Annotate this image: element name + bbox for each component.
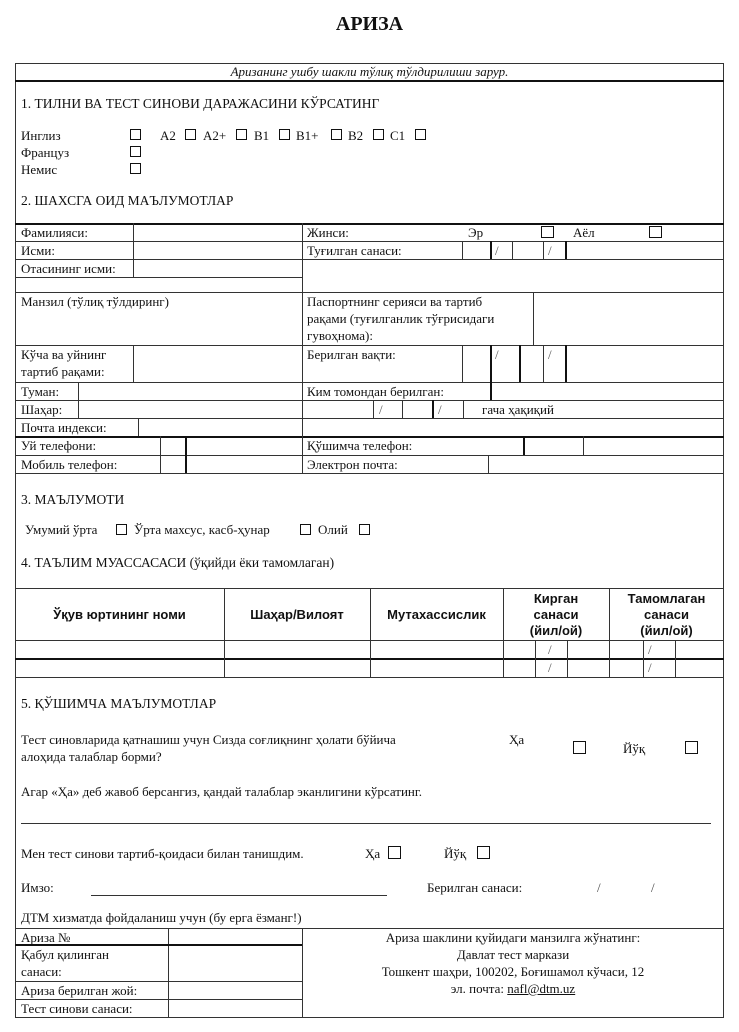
health-yes-label: Ҳа [509, 732, 525, 747]
rules-ack-label: Мен тест синови тартиб-қоидаси билан танишдим. [21, 846, 304, 861]
street-label-1: Кўча ва уйнинг [21, 347, 107, 362]
female-checkbox[interactable] [649, 226, 662, 238]
rules-yes-label: Ҳа [365, 846, 381, 861]
street-input[interactable] [134, 346, 301, 381]
female-label: Аёл [573, 225, 595, 240]
send-to-label: Ариза шаклини қуйидаги манзилга жўнатинг: [385, 930, 641, 945]
patronymic-input[interactable] [134, 260, 301, 276]
email-label: Электрон почта: [307, 457, 398, 472]
issued-by-label: Ким томондан берилган: [307, 384, 444, 399]
level-a2-label: A2 [160, 128, 176, 143]
date-separator: / [548, 660, 552, 675]
date-separator: / [651, 880, 655, 895]
col-graduated-1: Тамомлаган [627, 591, 706, 606]
health-question-2: алоҳида талаблар борми? [21, 749, 162, 764]
email-prefix: эл. почта: [450, 981, 508, 996]
org-address: Тошкент шаҳри, 100202, Боғишамол кўчаси, 12 [381, 964, 645, 979]
level-b2-label: B2 [348, 128, 364, 143]
col-line [432, 400, 434, 418]
notice: Аризанинг ушбу шакли тўлиқ тўлдирилиши зарур. [230, 64, 509, 79]
district-label: Туман: [21, 384, 60, 399]
col-line [519, 345, 521, 382]
test-date-label: Тест синови санаси: [21, 1001, 133, 1016]
section5-heading: 5. ҚЎШИМЧА МАЪЛУМОТЛАР [21, 696, 217, 711]
education-vocational-label: Ўрта махсус, касб-ҳунар [134, 522, 270, 537]
level-b1plus-checkbox[interactable] [331, 129, 342, 140]
gender-label: Жинси: [307, 225, 349, 240]
birth-date-input[interactable] [463, 242, 563, 258]
district-input[interactable] [79, 383, 301, 399]
level-a2-checkbox[interactable] [185, 129, 196, 140]
col-graduated-3: (йил/ой) [640, 623, 693, 638]
postal-code-input[interactable] [139, 419, 301, 435]
date-separator: / [379, 402, 383, 417]
col-line [565, 241, 567, 259]
section1-heading: 1. ТИЛНИ ВА ТЕСТ СИНОВИ ДАРАЖАСИНИ КЎРСАТИНГ [21, 96, 380, 111]
passport-label-2: рақами (туғилганлик тўғрисидаги [307, 311, 495, 326]
extra-phone-input[interactable] [584, 438, 723, 454]
page-title: АРИЗА [335, 13, 404, 35]
row-line [15, 345, 724, 346]
divider [15, 80, 724, 82]
french-checkbox[interactable] [130, 146, 141, 157]
passport-label-3: гувоҳнома): [307, 328, 373, 343]
row-line [15, 241, 724, 242]
level-c1-label: C1 [390, 128, 406, 143]
valid-until-label: гача ҳақиқий [482, 402, 554, 417]
rules-yes-checkbox[interactable] [388, 846, 401, 859]
app-no-label: Ариза № [21, 930, 71, 945]
signature-line[interactable] [91, 895, 387, 896]
education-row-1[interactable] [16, 641, 723, 657]
city-label: Шаҳар: [21, 402, 63, 417]
row-line [15, 259, 724, 260]
surname-label: Фамилияси: [21, 225, 88, 240]
date-separator: / [548, 243, 552, 258]
mobile-phone-label: Мобиль телефон: [21, 457, 118, 472]
level-b2-checkbox[interactable] [373, 129, 384, 140]
home-phone-input[interactable] [186, 438, 301, 454]
education-general-checkbox[interactable] [116, 524, 127, 535]
if-yes-prompt: Агар «Ҳа» деб жавоб берсангиз, қандай талаблар эканлигини кўрсатинг. [21, 784, 422, 799]
english-checkbox[interactable] [130, 129, 141, 140]
row-line [15, 928, 724, 929]
name-input[interactable] [134, 242, 301, 258]
level-c1-checkbox[interactable] [415, 129, 426, 140]
level-b1plus-label: B1+ [296, 128, 319, 143]
row-line [15, 473, 724, 474]
col-entered-1: Кирган [533, 591, 579, 606]
col-graduated-2: санаси [644, 607, 689, 622]
city-input[interactable] [79, 401, 301, 417]
health-question-1: Тест синовларида қатнашиш учун Сизда соғлиқнинг ҳолати бўйича [21, 732, 396, 747]
date-separator: / [597, 880, 601, 895]
col-city-region: Шаҳар/Вилоят [250, 607, 344, 622]
date-separator: / [548, 347, 552, 362]
date-separator: / [495, 243, 499, 258]
lang-german: Немис [21, 162, 58, 177]
rules-no-label: Йўқ [444, 846, 467, 861]
org-name: Давлат тест маркази [456, 947, 570, 962]
row-line [15, 981, 302, 982]
section4-heading: 4. ТАЪЛИМ МУАССАСАСИ (ўқийди ёки тамомлаган) [21, 555, 335, 570]
extra-phone-label: Қўшимча телефон: [307, 438, 413, 453]
education-higher-checkbox[interactable] [359, 524, 370, 535]
col-line [565, 345, 567, 382]
email-link[interactable]: nafl@dtm.uz [507, 981, 576, 996]
german-checkbox[interactable] [130, 163, 141, 174]
col-line [168, 928, 169, 1018]
col-line [523, 436, 525, 455]
name-label: Исми: [21, 243, 55, 258]
org-email-line [302, 981, 724, 996]
education-vocational-checkbox[interactable] [300, 524, 311, 535]
health-no-checkbox[interactable] [685, 741, 698, 754]
mobile-phone-input[interactable] [186, 456, 301, 472]
row-line [15, 418, 724, 419]
street-label-2: тартиб рақами: [21, 364, 105, 379]
education-general-label: Умумий ўрта [25, 522, 98, 537]
male-label: Эр [468, 225, 484, 240]
requirements-line[interactable] [21, 823, 711, 824]
date-separator: / [648, 660, 652, 675]
col-line [463, 400, 464, 418]
col-entered-2: санаси [533, 607, 579, 622]
level-b1-checkbox[interactable] [279, 129, 290, 140]
col-institution: Ўқув юртининг номи [53, 607, 186, 622]
birth-date-label: Туғилган санаси: [307, 243, 402, 258]
rules-no-checkbox[interactable] [477, 846, 490, 859]
place-label: Ариза берилган жой: [21, 983, 138, 998]
row-line [15, 277, 302, 278]
date-separator: / [648, 642, 652, 657]
level-a2plus-label: A2+ [203, 128, 227, 143]
col-line [160, 436, 161, 473]
level-a2plus-checkbox[interactable] [236, 129, 247, 140]
issued-date-label: Берилган вақти: [307, 347, 396, 362]
section2-heading: 2. ШАХСГА ОИД МАЪЛУМОТЛАР [21, 193, 234, 208]
col-line [543, 345, 544, 382]
row-line [15, 999, 302, 1000]
date-separator: / [438, 402, 442, 417]
level-b1-label: B1 [254, 128, 270, 143]
table-border [15, 223, 724, 225]
postal-code-label: Почта индекси: [21, 420, 107, 435]
section3-heading: 3. МАЪЛУМОТИ [21, 492, 125, 507]
date-separator: / [495, 347, 499, 362]
signature-label: Имзо: [21, 880, 54, 895]
col-entered-3: (йил/ой) [529, 623, 583, 638]
patronymic-label: Отасининг исми: [21, 261, 116, 276]
surname-input[interactable] [134, 224, 301, 240]
received-date-label-1: Қабул қилинган [21, 947, 109, 962]
col-specialty: Мутахассислик [387, 607, 486, 622]
health-no-label: Йўқ [623, 741, 646, 756]
male-checkbox[interactable] [541, 226, 554, 238]
email-input[interactable] [489, 456, 723, 472]
address-label: Манзил (тўлиқ тўлдиринг) [21, 294, 169, 309]
given-date-label: Берилган санаси: [427, 880, 523, 895]
lang-english: Инглиз [21, 128, 61, 143]
passport-label-1: Паспортнинг серияси ва тартиб [307, 294, 483, 309]
education-row-2[interactable] [16, 660, 723, 676]
official-use-label: ДТМ хизматда фойдаланиш учун (бу ерга ёзманг!) [21, 910, 302, 925]
issued-by-input[interactable] [492, 383, 723, 399]
received-date-label-2: санаси: [21, 964, 62, 979]
home-phone-label: Уй телефони: [21, 438, 97, 453]
health-yes-checkbox[interactable] [573, 741, 586, 754]
col-line [402, 400, 403, 418]
date-separator: / [548, 642, 552, 657]
lang-french: Француз [21, 145, 70, 160]
col-line [302, 223, 303, 473]
col-line [462, 345, 463, 382]
row-line [15, 677, 724, 678]
passport-input[interactable] [534, 293, 723, 344]
education-higher-label: Олий [318, 522, 348, 537]
col-line [373, 400, 374, 418]
